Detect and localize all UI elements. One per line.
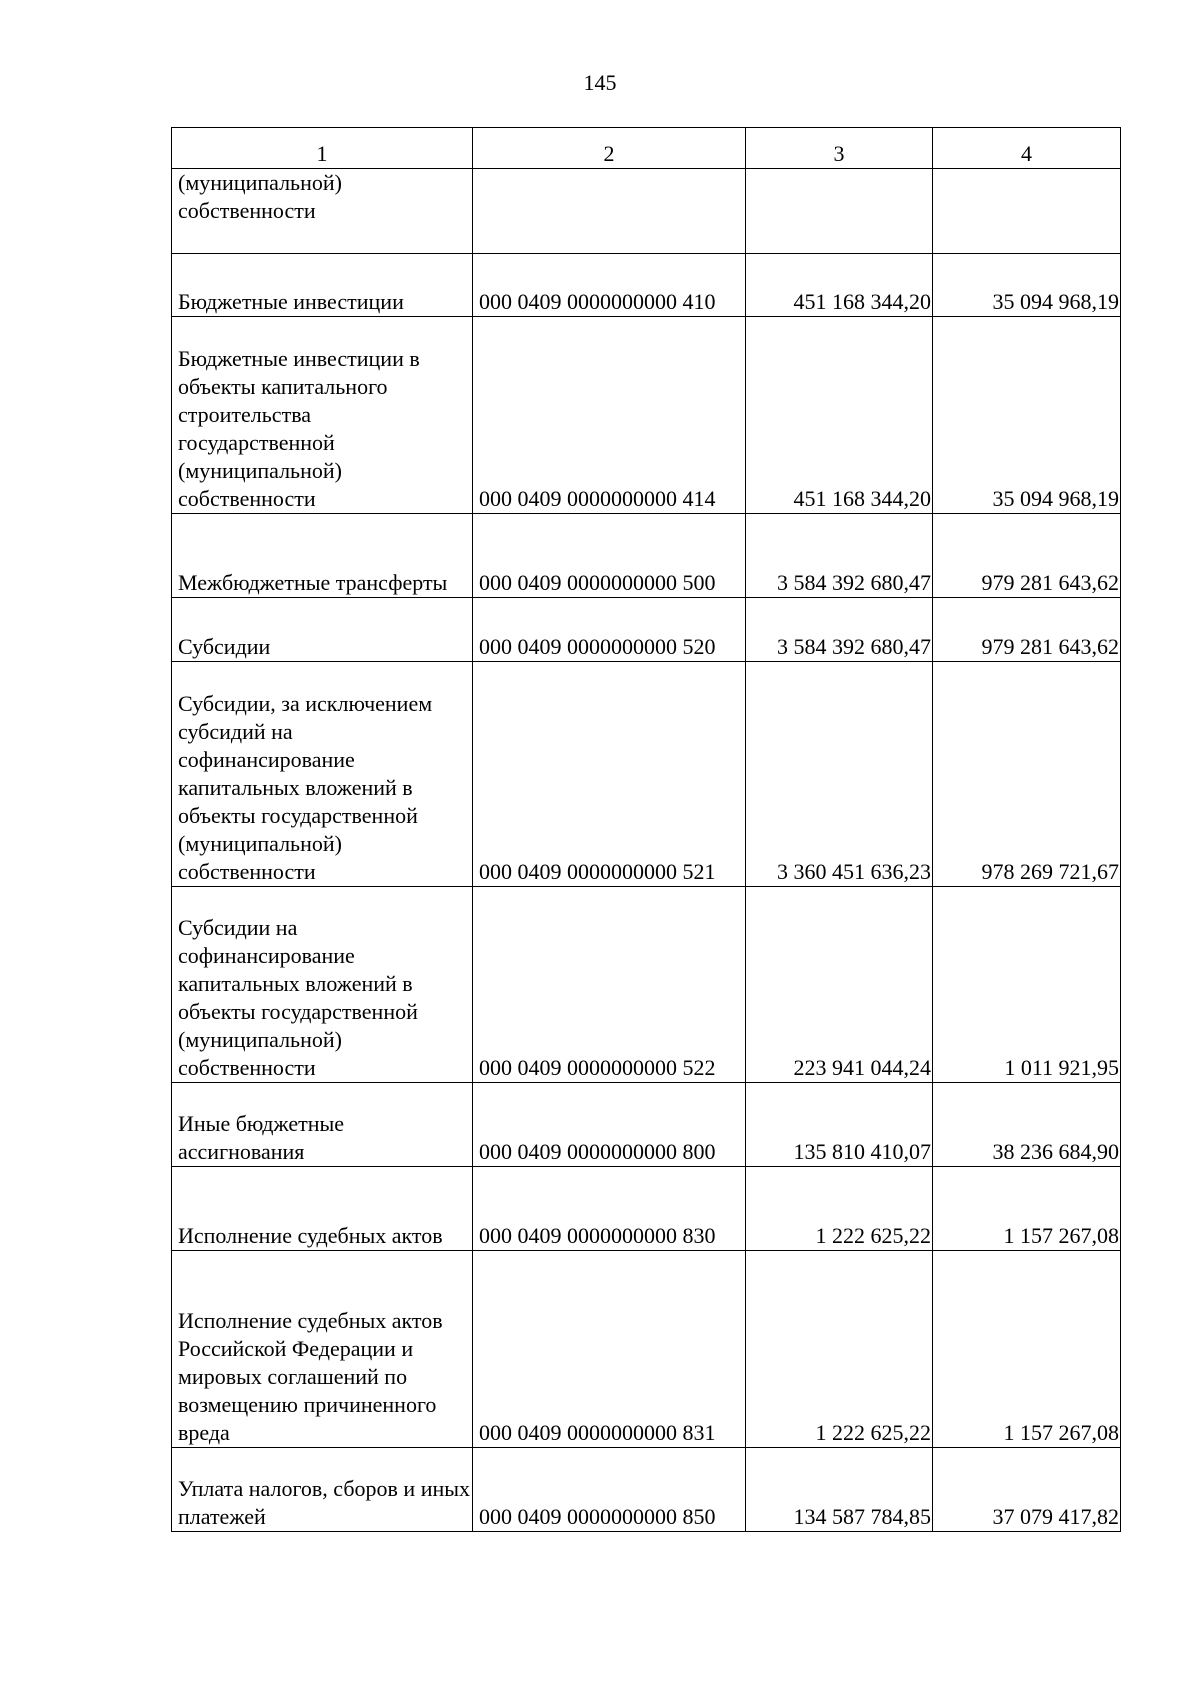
row-value-col3-cell: 3 360 451 636,23 <box>746 662 933 887</box>
table-row <box>172 169 1121 254</box>
row-code-cell: 000 0409 0000000000 850 <box>473 1448 746 1532</box>
row-name-cell: Бюджетные инвестиции в объекты капитального строительства государственной (муниципальной) собственности <box>172 317 473 514</box>
table-row <box>172 317 1121 514</box>
row-code-cell <box>473 169 746 254</box>
page-number: 145 <box>583 70 617 95</box>
column-header-3: 3 <box>746 128 933 169</box>
row-value-col3-cell: 1 222 625,22 <box>746 1167 933 1251</box>
row-value-col4-cell <box>933 169 1121 254</box>
table-body <box>172 128 1121 1532</box>
row-name-cell: Субсидии на софинансирование капитальных вложений в объекты государственной (муниципальной) собственности <box>172 887 473 1083</box>
row-value-col3-cell: 451 168 344,20 <box>746 254 933 317</box>
row-name-cell: Межбюджетные трансферты <box>172 514 473 598</box>
row-value-col3-cell: 3 584 392 680,47 <box>746 598 933 662</box>
row-value-col4-cell: 35 094 968,19 <box>933 317 1121 514</box>
row-value-col3-cell: 223 941 044,24 <box>746 887 933 1083</box>
table-row <box>172 514 1121 598</box>
table-row <box>172 662 1121 887</box>
row-name-cell: Субсидии <box>172 598 473 662</box>
column-header-4: 4 <box>933 128 1121 169</box>
row-value-col3-cell <box>746 169 933 254</box>
table-row <box>172 1083 1121 1167</box>
budget-table <box>171 127 1121 1532</box>
column-header-2: 2 <box>473 128 746 169</box>
row-code-cell: 000 0409 0000000000 800 <box>473 1083 746 1167</box>
row-value-col4-cell: 35 094 968,19 <box>933 254 1121 317</box>
row-name-cell: Бюджетные инвестиции <box>172 254 473 317</box>
row-code-cell: 000 0409 0000000000 500 <box>473 514 746 598</box>
row-name-cell: Иные бюджетные ассигнования <box>172 1083 473 1167</box>
table-row <box>172 598 1121 662</box>
row-value-col4-cell: 37 079 417,82 <box>933 1448 1121 1532</box>
table-row <box>172 254 1121 317</box>
row-name-cell: (муниципальной) собственности <box>172 169 473 254</box>
column-header-1: 1 <box>172 128 473 169</box>
row-code-cell: 000 0409 0000000000 521 <box>473 662 746 887</box>
row-value-col4-cell: 978 269 721,67 <box>933 662 1121 887</box>
table-row <box>172 1251 1121 1448</box>
table-row <box>172 1448 1121 1532</box>
table-row <box>172 1167 1121 1251</box>
row-name-cell: Уплата налогов, сборов и иных платежей <box>172 1448 473 1532</box>
row-name-cell: Субсидии, за исключением субсидий на софинансирование капитальных вложений в объекты государственной (муниципальной) собственности <box>172 662 473 887</box>
row-value-col4-cell: 979 281 643,62 <box>933 514 1121 598</box>
table-header-row <box>172 128 1121 169</box>
row-value-col4-cell: 1 011 921,95 <box>933 887 1121 1083</box>
row-value-col3-cell: 1 222 625,22 <box>746 1251 933 1448</box>
row-value-col3-cell: 451 168 344,20 <box>746 317 933 514</box>
row-name-cell: Исполнение судебных актов <box>172 1167 473 1251</box>
row-name-cell: Исполнение судебных актов Российской Федерации и мировых соглашений по возмещению причиненного вреда <box>172 1251 473 1448</box>
row-value-col3-cell: 134 587 784,85 <box>746 1448 933 1532</box>
row-code-cell: 000 0409 0000000000 414 <box>473 317 746 514</box>
row-value-col3-cell: 3 584 392 680,47 <box>746 514 933 598</box>
row-code-cell: 000 0409 0000000000 520 <box>473 598 746 662</box>
row-code-cell: 000 0409 0000000000 831 <box>473 1251 746 1448</box>
row-value-col4-cell: 1 157 267,08 <box>933 1251 1121 1448</box>
row-code-cell: 000 0409 0000000000 830 <box>473 1167 746 1251</box>
row-value-col4-cell: 1 157 267,08 <box>933 1167 1121 1251</box>
row-value-col4-cell: 979 281 643,62 <box>933 598 1121 662</box>
row-value-col3-cell: 135 810 410,07 <box>746 1083 933 1167</box>
row-code-cell: 000 0409 0000000000 522 <box>473 887 746 1083</box>
row-code-cell: 000 0409 0000000000 410 <box>473 254 746 317</box>
row-value-col4-cell: 38 236 684,90 <box>933 1083 1121 1167</box>
table-row <box>172 887 1121 1083</box>
